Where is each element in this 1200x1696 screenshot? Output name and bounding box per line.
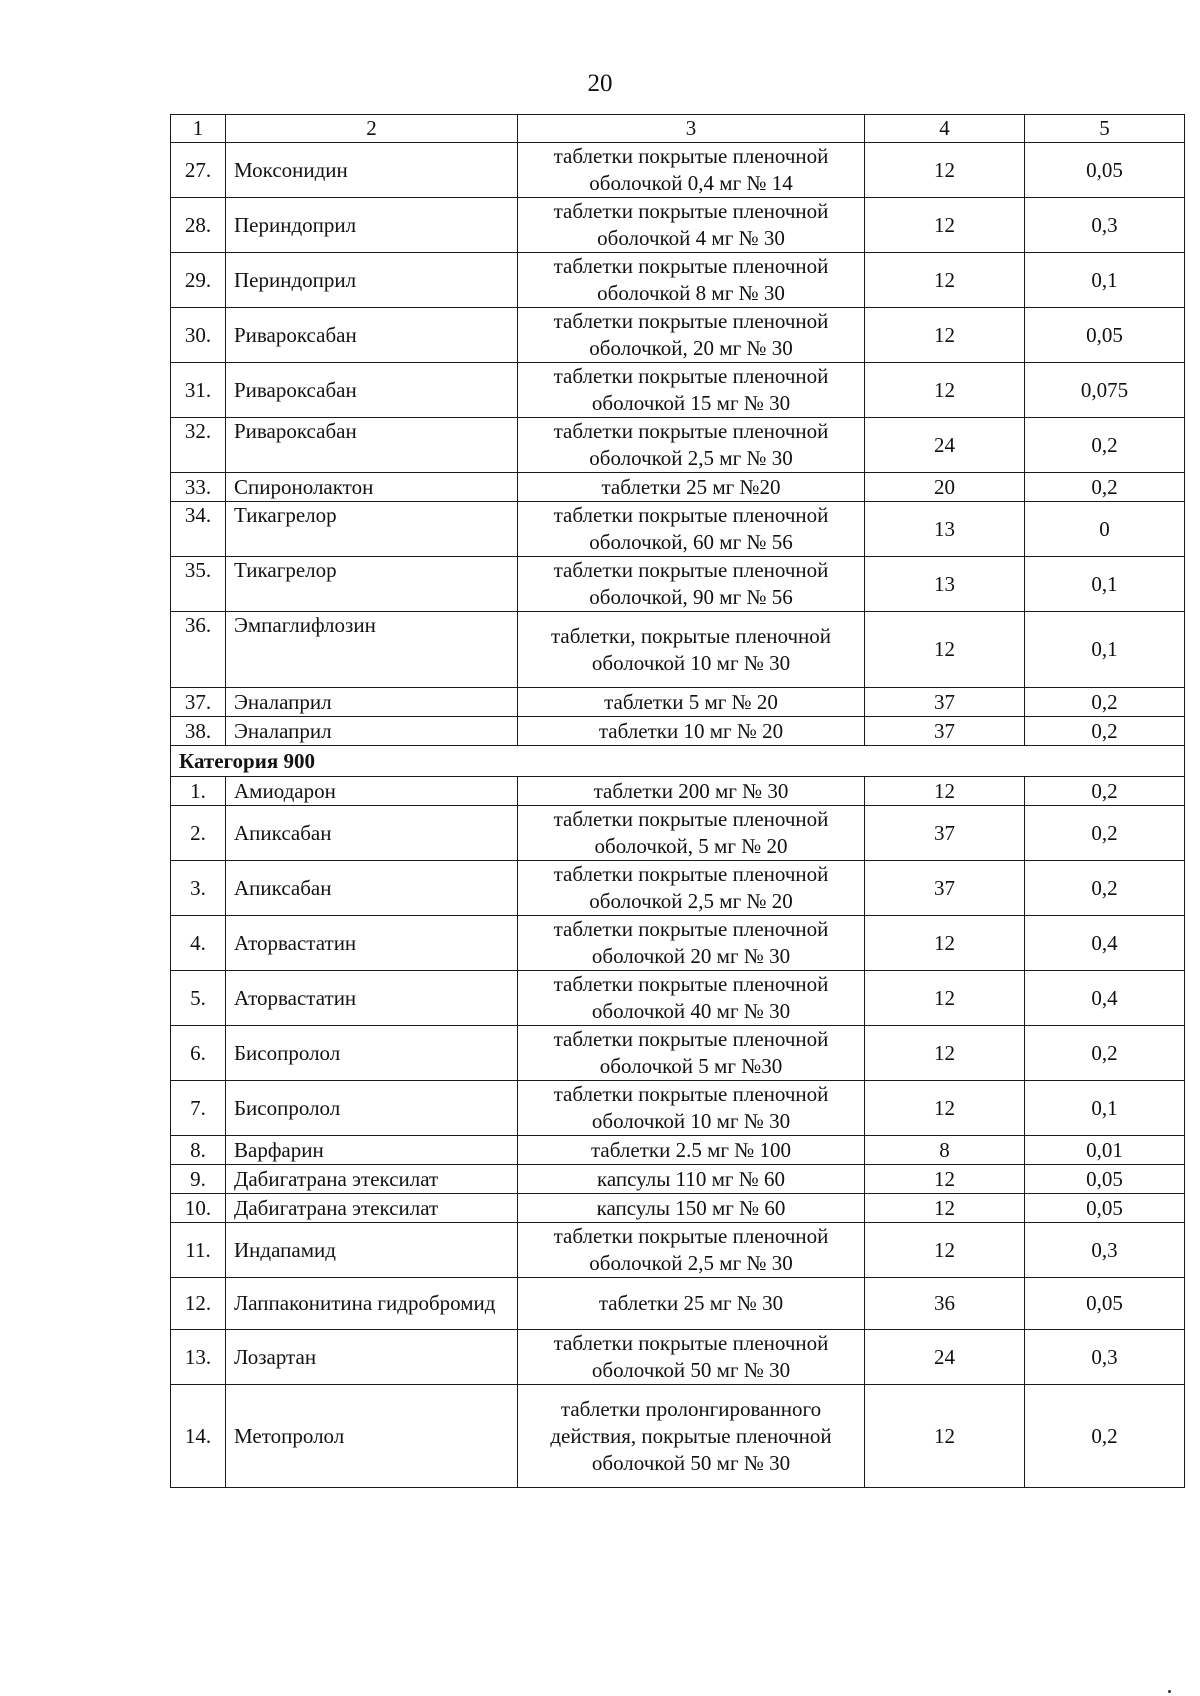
value: 0,3 [1025,198,1185,253]
drug-name: Тикагрелор [226,502,518,557]
table-row [171,717,1185,746]
value: 0,05 [1025,1194,1185,1223]
row-number: 27. [171,143,226,198]
drug-name: Эналаприл [226,688,518,717]
table-row [171,1330,1185,1385]
value: 0 [1025,502,1185,557]
value: 0,2 [1025,1385,1185,1488]
table-row [171,253,1185,308]
quantity: 37 [865,806,1025,861]
dosage-form: таблетки покрытые пленочной оболочкой 40 мг № 30 [518,971,865,1026]
table-row [171,1165,1185,1194]
drug-name: Метопролол [226,1385,518,1488]
quantity: 8 [865,1136,1025,1165]
drug-name: Бисопролол [226,1081,518,1136]
table-row [171,1026,1185,1081]
value: 0,01 [1025,1136,1185,1165]
drug-name: Варфарин [226,1136,518,1165]
value: 0,1 [1025,612,1185,688]
value: 0,2 [1025,717,1185,746]
row-number: 36. [171,612,226,688]
dosage-form: таблетки покрытые пленочной оболочкой 2,5 мг № 20 [518,861,865,916]
row-number: 5. [171,971,226,1026]
drug-name: Ривароксабан [226,308,518,363]
row-number: 3. [171,861,226,916]
drug-name: Апиксабан [226,806,518,861]
quantity: 12 [865,777,1025,806]
table-row [171,308,1185,363]
drug-name: Аторвастатин [226,916,518,971]
quantity: 12 [865,1165,1025,1194]
table-row [171,1278,1185,1330]
drug-name: Периндоприл [226,198,518,253]
dosage-form: таблетки 25 мг № 30 [518,1278,865,1330]
value: 0,2 [1025,418,1185,473]
dosage-form: таблетки покрытые пленочной оболочкой, 20 мг № 30 [518,308,865,363]
quantity: 12 [865,916,1025,971]
dosage-form: таблетки 2.5 мг № 100 [518,1136,865,1165]
table-row [171,777,1185,806]
dosage-form: таблетки 5 мг № 20 [518,688,865,717]
row-number: 6. [171,1026,226,1081]
value: 0,05 [1025,1165,1185,1194]
dosage-form: таблетки покрытые пленочной оболочкой 2,5 мг № 30 [518,1223,865,1278]
quantity: 13 [865,502,1025,557]
quantity: 12 [865,612,1025,688]
row-number: 34. [171,502,226,557]
value: 0,2 [1025,688,1185,717]
column-header: 2 [226,115,518,143]
dosage-form: таблетки 25 мг №20 [518,473,865,502]
column-header: 1 [171,115,226,143]
drug-name: Тикагрелор [226,557,518,612]
dosage-form: таблетки покрытые пленочной оболочкой 0,4 мг № 14 [518,143,865,198]
column-header: 3 [518,115,865,143]
quantity: 12 [865,198,1025,253]
drug-name: Моксонидин [226,143,518,198]
row-number: 14. [171,1385,226,1488]
dosage-form: таблетки покрытые пленочной оболочкой 20 мг № 30 [518,916,865,971]
row-number: 11. [171,1223,226,1278]
quantity: 24 [865,418,1025,473]
row-number: 1. [171,777,226,806]
table-row [171,502,1185,557]
quantity: 36 [865,1278,1025,1330]
dosage-form: таблетки покрытые пленочной оболочкой 4 мг № 30 [518,198,865,253]
quantity: 12 [865,363,1025,418]
dosage-form: таблетки покрытые пленочной оболочкой, 90 мг № 56 [518,557,865,612]
table-row [171,861,1185,916]
row-number: 4. [171,916,226,971]
table-row [171,1223,1185,1278]
quantity: 12 [865,1223,1025,1278]
quantity: 24 [865,1330,1025,1385]
dosage-form: капсулы 110 мг № 60 [518,1165,865,1194]
category-label: Категория 900 [171,746,1185,777]
drug-name: Периндоприл [226,253,518,308]
drug-name: Амиодарон [226,777,518,806]
value: 0,2 [1025,861,1185,916]
quantity: 20 [865,473,1025,502]
row-number: 13. [171,1330,226,1385]
row-number: 31. [171,363,226,418]
table-row [171,806,1185,861]
value: 0,1 [1025,557,1185,612]
drug-name: Спиронолактон [226,473,518,502]
drug-name: Лозартан [226,1330,518,1385]
quantity: 12 [865,1081,1025,1136]
row-number: 9. [171,1165,226,1194]
drug-name: Дабигатрана этексилат [226,1165,518,1194]
drug-name: Индапамид [226,1223,518,1278]
dosage-form: таблетки покрытые пленочной оболочкой 10 мг № 30 [518,1081,865,1136]
quantity: 37 [865,717,1025,746]
quantity: 12 [865,253,1025,308]
row-number: 30. [171,308,226,363]
row-number: 28. [171,198,226,253]
table-row [171,143,1185,198]
drug-name: Лаппаконитина гидробромид [226,1278,518,1330]
quantity: 12 [865,308,1025,363]
drug-table-body [171,115,1185,1488]
quantity: 12 [865,1026,1025,1081]
drug-name: Ривароксабан [226,363,518,418]
table-row [171,557,1185,612]
row-number: 35. [171,557,226,612]
row-number: 32. [171,418,226,473]
value: 0,3 [1025,1330,1185,1385]
drug-table [170,114,1185,1488]
table-row [171,1385,1185,1488]
value: 0,05 [1025,143,1185,198]
table-row [171,612,1185,688]
dosage-form: таблетки покрытые пленочной оболочкой, 5 мг № 20 [518,806,865,861]
row-number: 29. [171,253,226,308]
dosage-form: таблетки покрытые пленочной оболочкой 5 мг №30 [518,1026,865,1081]
row-number: 38. [171,717,226,746]
quantity: 12 [865,971,1025,1026]
table-row [171,1136,1185,1165]
scan-speck [1168,1690,1171,1693]
quantity: 12 [865,1194,1025,1223]
column-header: 4 [865,115,1025,143]
table-row [171,688,1185,717]
drug-name: Апиксабан [226,861,518,916]
dosage-form: таблетки пролонгированного действия, покрытые пленочной оболочкой 50 мг № 30 [518,1385,865,1488]
quantity: 12 [865,1385,1025,1488]
value: 0,3 [1025,1223,1185,1278]
dosage-form: таблетки покрытые пленочной оболочкой 50 мг № 30 [518,1330,865,1385]
table-row [171,1081,1185,1136]
table-row [171,363,1185,418]
quantity: 37 [865,861,1025,916]
value: 0,2 [1025,473,1185,502]
value: 0,05 [1025,1278,1185,1330]
drug-name: Эналаприл [226,717,518,746]
dosage-form: таблетки покрытые пленочной оболочкой 15 мг № 30 [518,363,865,418]
row-number: 37. [171,688,226,717]
value: 0,4 [1025,971,1185,1026]
table-row [171,198,1185,253]
quantity: 37 [865,688,1025,717]
drug-name: Эмпаглифлозин [226,612,518,688]
table-row [171,971,1185,1026]
quantity: 13 [865,557,1025,612]
drug-name: Ривароксабан [226,418,518,473]
drug-name: Бисопролол [226,1026,518,1081]
dosage-form: таблетки 10 мг № 20 [518,717,865,746]
table-row [171,916,1185,971]
dosage-form: таблетки покрытые пленочной оболочкой, 60 мг № 56 [518,502,865,557]
row-number: 8. [171,1136,226,1165]
value: 0,1 [1025,253,1185,308]
value: 0,05 [1025,308,1185,363]
table-row [171,473,1185,502]
category-row [171,746,1185,777]
row-number: 2. [171,806,226,861]
row-number: 12. [171,1278,226,1330]
row-number: 33. [171,473,226,502]
value: 0,4 [1025,916,1185,971]
value: 0,2 [1025,1026,1185,1081]
row-number: 7. [171,1081,226,1136]
row-number: 10. [171,1194,226,1223]
table-row [171,1194,1185,1223]
value: 0,075 [1025,363,1185,418]
dosage-form: таблетки покрытые пленочной оболочкой 8 мг № 30 [518,253,865,308]
value: 0,2 [1025,806,1185,861]
drug-name: Дабигатрана этексилат [226,1194,518,1223]
quantity: 12 [865,143,1025,198]
column-header: 5 [1025,115,1185,143]
value: 0,2 [1025,777,1185,806]
dosage-form: таблетки 200 мг № 30 [518,777,865,806]
value: 0,1 [1025,1081,1185,1136]
dosage-form: капсулы 150 мг № 60 [518,1194,865,1223]
dosage-form: таблетки покрытые пленочной оболочкой 2,5 мг № 30 [518,418,865,473]
table-header-row [171,115,1185,143]
drug-name: Аторвастатин [226,971,518,1026]
table-row [171,418,1185,473]
dosage-form: таблетки, покрытые пленочной оболочкой 10 мг № 30 [518,612,865,688]
page-number: 20 [587,70,613,97]
